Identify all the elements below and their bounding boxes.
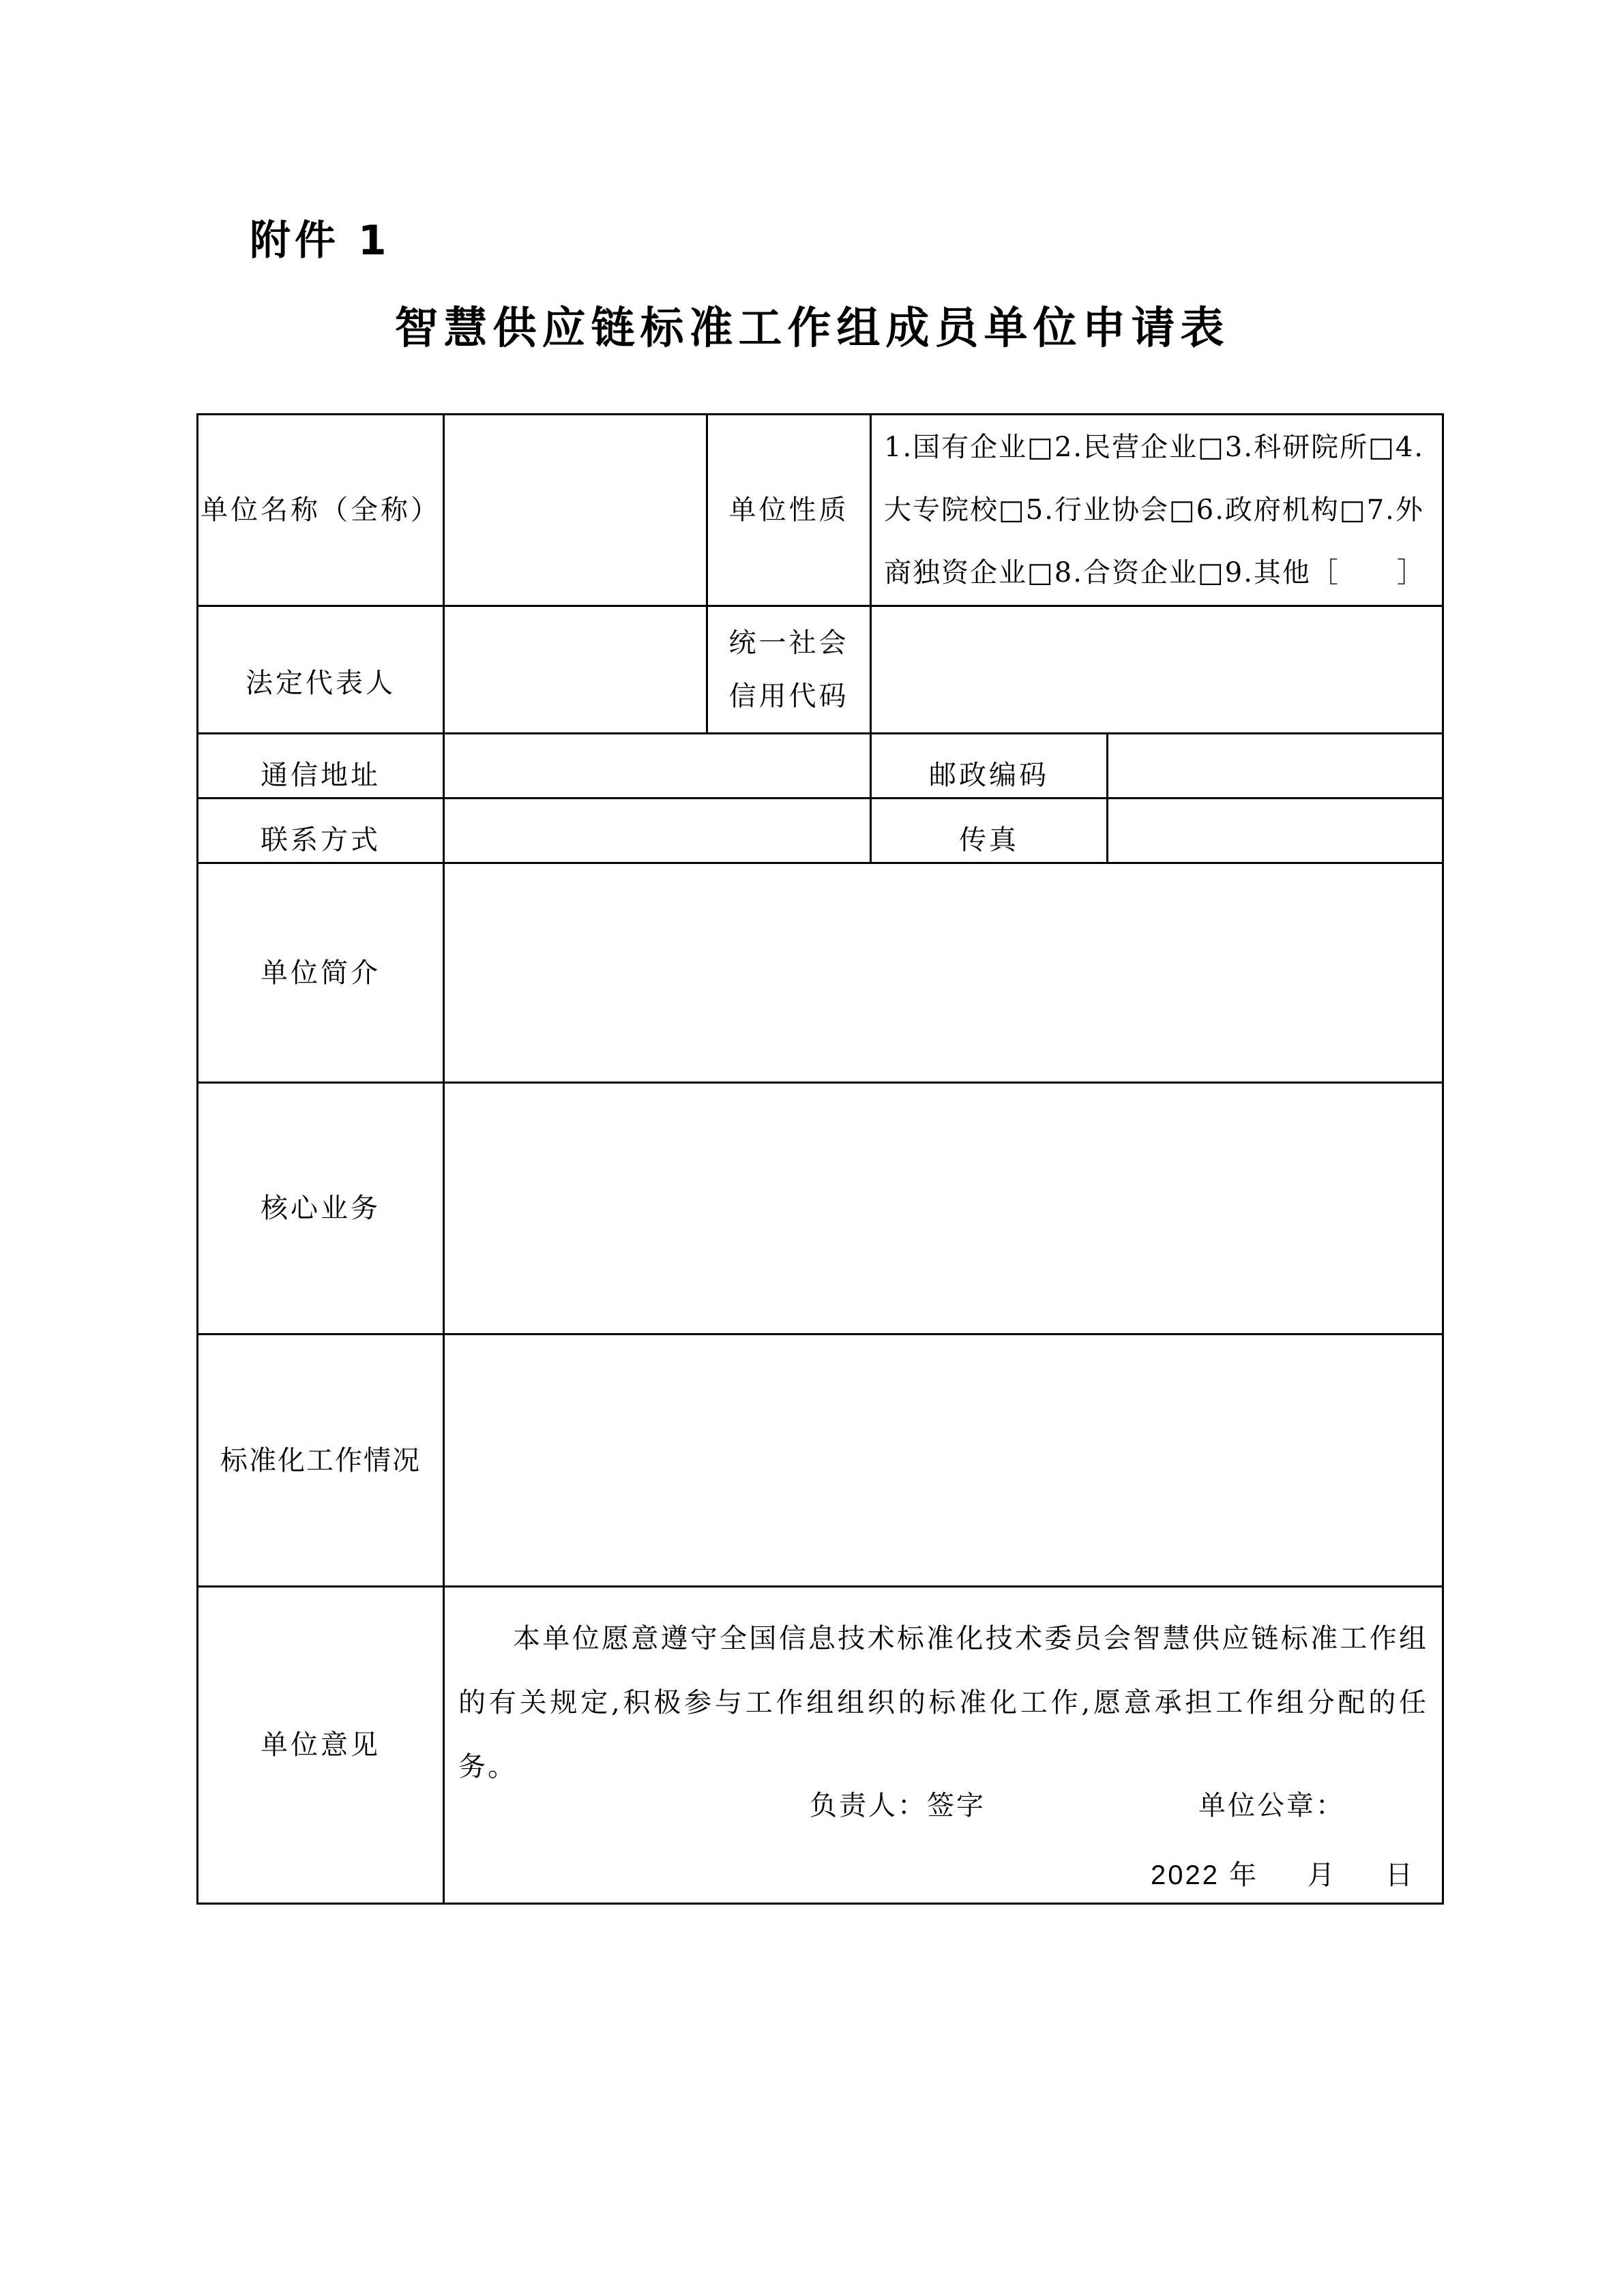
signature-row — [445, 1784, 1442, 1825]
date-row — [1151, 1853, 1415, 1897]
address-field[interactable] — [444, 734, 871, 799]
unit-nature-label: 单位性质 — [707, 415, 871, 606]
page-title: 智慧供应链标准工作组成员单位申请表 — [394, 303, 1230, 354]
date-month: 月 — [1307, 1860, 1337, 1891]
row-standardization — [198, 1335, 1443, 1587]
unit-nature-options-line-3: 商独资企业□8.合资企业□9.其他［ ］ — [884, 557, 1426, 588]
fax-field[interactable] — [1108, 799, 1443, 863]
unit-name-label: 单位名称（全称） — [198, 415, 444, 606]
standardization-label: 标准化工作情况 — [198, 1335, 444, 1587]
unit-nature-options[interactable] — [871, 415, 1443, 606]
opinion-cell — [444, 1587, 1443, 1904]
contact-label: 联系方式 — [198, 799, 444, 863]
unit-name-field[interactable] — [444, 415, 707, 606]
row-legal-rep — [198, 606, 1443, 734]
contact-field[interactable] — [444, 799, 871, 863]
row-contact — [198, 799, 1443, 863]
core-business-field[interactable] — [444, 1083, 1443, 1335]
unit-nature-options-line-2: 大专院校□5.行业协会□6.政府机构□7.外 — [884, 494, 1424, 526]
opinion-declaration: 本单位愿意遵守全国信息技术标准化技术委员会智慧供应链标准工作组的有关规定,积极参与工作组组织的标准化工作,愿意承担工作组分配的任务。 — [458, 1623, 1429, 1783]
intro-label: 单位简介 — [198, 863, 444, 1083]
opinion-label: 单位意见 — [198, 1587, 444, 1904]
legal-rep-field[interactable] — [444, 606, 707, 734]
attachment-label: 附件 1 — [250, 217, 391, 265]
row-address — [198, 734, 1443, 799]
unit-nature-options-line-1: 1.国有企业□2.民营企业□3.科研院所□4. — [884, 432, 1425, 463]
row-core-business — [198, 1083, 1443, 1335]
signer-label: 负责人：签字 — [810, 1790, 986, 1821]
legal-rep-label: 法定代表人 — [198, 606, 444, 734]
address-label: 通信地址 — [198, 734, 444, 799]
row-opinion — [198, 1587, 1443, 1904]
core-business-label: 核心业务 — [198, 1083, 444, 1335]
credit-code-label-line-1: 统一社会 — [728, 627, 849, 659]
credit-code-field[interactable] — [871, 606, 1443, 734]
date-year: 2022 年 — [1151, 1860, 1259, 1890]
date-day: 日 — [1385, 1860, 1415, 1891]
application-form-table — [196, 413, 1444, 1905]
credit-code-label-line-2: 信用代码 — [728, 681, 849, 712]
fax-label: 传真 — [871, 799, 1108, 863]
credit-code-label — [707, 606, 871, 734]
seal-label: 单位公章： — [1198, 1790, 1345, 1821]
postcode-field[interactable] — [1108, 734, 1443, 799]
row-unit-name — [198, 415, 1443, 606]
intro-field[interactable] — [444, 863, 1443, 1083]
row-intro — [198, 863, 1443, 1083]
postcode-label: 邮政编码 — [871, 734, 1108, 799]
standardization-field[interactable] — [444, 1335, 1443, 1587]
